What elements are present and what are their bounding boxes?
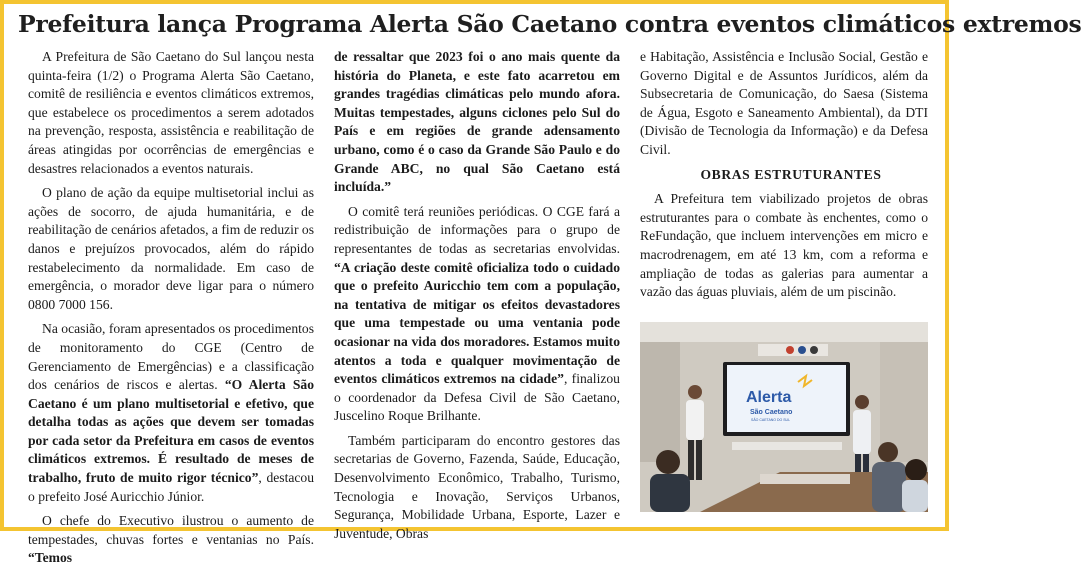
section-subhead: OBRAS ESTRUTURANTES	[700, 166, 882, 182]
text-run: , finalizou o coordenador da Defesa Civil de São Caetano, Juscelino Roque Brilhante.	[334, 371, 620, 424]
paragraph: Também participaram do encontro gestores das secretarias de Governo, Fazenda, Saúde, Educação, Desenvolvimento Econômico, Trabalho, Turismo, Tecnologia e Inovação, Serviços Urbanos, Segurança, Mobilidade Urbana, Esporte, Lazer e Juventude, Obras	[334, 432, 620, 541]
paragraph	[28, 320, 314, 506]
text-run: Na ocasião, foram apresentados os procedimentos de monitoramento do CGE (Centro de Gerenciamento de Emergências) e a classificação dos cenários de riscos e alertas.	[28, 321, 314, 393]
text-run: O comitê terá reuniões periódicas. O CGE fará a redistribuição de informações para o grupo de representantes de todas as secretarias envolvidas.	[334, 203, 620, 256]
column-3	[640, 48, 928, 308]
column-2	[334, 48, 620, 549]
quote-bold: “A criação deste comitê oficializa todo o cuidado que o prefeito Auricchio tem com a população, na tentativa de mitigar os efeitos devastadores que uma tempestade ou uma ventania pode ocasionar na vida dos moradores. Estamos muito atentos a toda e qualquer movimentação de eventos climáticos extremos na cidade”	[334, 259, 620, 387]
quote-bold: “O Alerta São Caetano é um plano multisetorial e efetivo, que detalha todas as ações que devem ser tomadas por cada setor da Prefeitura em casos de eventos climáticos extremos. É resultado de meses de trabalho, fruto de muito rigor técnico”	[28, 377, 314, 486]
quote-bold-paragraph: de ressaltar que 2023 foi o ano mais quente da história do Planeta, e este fato acarretou em grandes tragédias climáticas pelo mundo afora. Muitas tempestades, alguns ciclones pelo Sul do País e em regiões de grande adensamento urbano, como é o caso da Grande São Paulo e do Grande ABC, no qual São Caetano está incluída.”	[334, 49, 620, 195]
column-1	[28, 48, 314, 574]
paragraph: O plano de ação da equipe multisetorial inclui as ações de socorro, de ajuda humanitária, e de reabilitação de cenários afetados, a fim de reduzir os danos e prejuízos provocados, além do rápido restabelecimento da normalidade. Em caso de emergência, o morador deve ligar para o número 0800 7000 156.	[28, 185, 314, 312]
photo-illustration	[640, 322, 928, 512]
screen-subtitle: São Caetano	[750, 409, 793, 416]
text-run: , destacou o prefeito José Auricchio Júnior.	[28, 470, 315, 504]
paragraph: e Habitação, Assistência e Inclusão Social, Gestão e Governo Digital e de Assuntos Jurídicos, além da Subsecretaria de Comunicação, do Saesa (Sistema de Água, Esgoto e Saneamento Ambiental), da DTI (Divisão de Tecnologia da Informação) e da Defesa Civil.	[640, 49, 928, 157]
headline: Prefeitura lança Programa Alerta São Caetano contra eventos climáticos extremos	[18, 10, 1081, 38]
meeting-photo	[640, 322, 928, 512]
paragraph: A Prefeitura de São Caetano do Sul lançou nesta quinta-feira (1/2) o Programa Alerta São Caetano, comitê de resiliência e eventos climáticos extremos, que estabelece os procedimentos a serem adotados na prevenção, resposta, assistência e reabilitação de áreas atingidas por ocorrências de emergências e desastres relacionados a eventos naturais.	[28, 49, 314, 176]
screen-title: Alerta	[746, 389, 792, 406]
paragraph	[28, 512, 314, 568]
paragraph: A Prefeitura tem viabilizado projetos de obras estruturantes para o combate às enchentes, como o ReFundação, que incluem intervenções em micro e macrodrenagem, em até 13 km, com a reforma e ampliação de todas as galerias para aumentar a vazão das águas pluviais, além de um piscinão.	[640, 191, 928, 300]
text-run: O chefe do Executivo ilustrou o aumento de tempestades, chuvas fortes e ventanias no País.	[28, 513, 314, 547]
screen-tag: SÃO CAETANO DO SUL	[751, 418, 791, 422]
paragraph	[334, 203, 620, 426]
quote-bold: “Temos	[28, 550, 73, 566]
